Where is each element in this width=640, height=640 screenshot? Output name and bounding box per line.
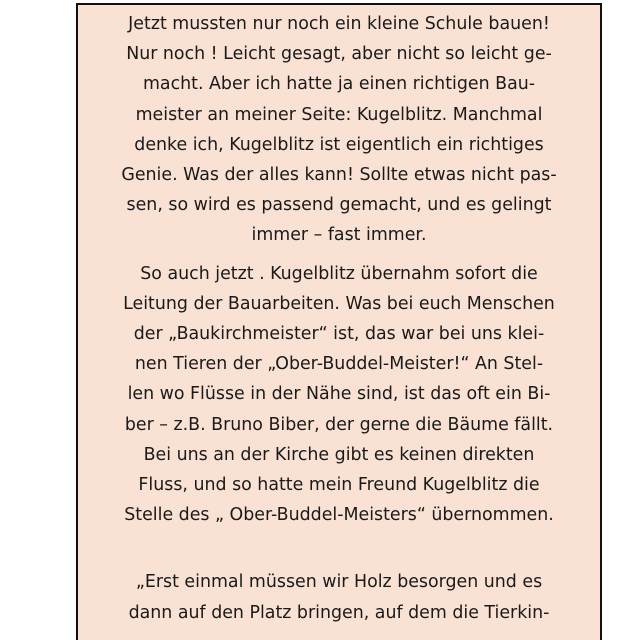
text-line: Genie. Was der alles kann! Sollte etwas nicht pas- bbox=[121, 165, 557, 186]
text-line: ber – z.B. Bruno Biber, der gerne die Bäume fällt. bbox=[124, 414, 554, 435]
text-line: So auch jetzt . Kugelblitz übernahm sofort die bbox=[140, 263, 538, 284]
text-line: dann auf den Platz bringen, auf dem die Tierkin- bbox=[128, 602, 550, 623]
text-line: denke ich, Kugelblitz ist eigentlich ein richtiges bbox=[134, 134, 544, 155]
text-line: len wo Flüsse in der Nähe sind, ist das oft ein Bi- bbox=[127, 384, 551, 405]
text-line: nen Tieren der „Ober-Buddel-Meister!“ An Stel- bbox=[134, 354, 544, 375]
paragraph-spacer bbox=[98, 251, 580, 259]
text-line: Jetzt mussten nur noch ein kleine Schule bauen! bbox=[128, 14, 550, 34]
text-line: meister an meiner Seite: Kugelblitz. Manchmal bbox=[135, 104, 543, 125]
text-line: immer – fast immer. bbox=[251, 225, 427, 246]
text-line: „Erst einmal müssen wir Holz besorgen und es bbox=[135, 572, 543, 593]
story-text-box bbox=[76, 3, 602, 640]
text-line: sen, so wird es passend gemacht, und es gelingt bbox=[126, 195, 552, 216]
story-text bbox=[98, 9, 580, 628]
paragraph-3 bbox=[98, 567, 580, 627]
paragraph-spacer bbox=[98, 530, 580, 567]
text-line: Leitung der Bauarbeiten. Was bei euch Menschen bbox=[123, 293, 555, 314]
text-line: macht. Aber ich hatte ja einen richtigen Bau- bbox=[142, 74, 536, 95]
text-line: Bei uns an der Kirche gibt es keinen direkten bbox=[143, 444, 535, 465]
text-line: der „Baukirchmeister“ ist, das war bei uns klei- bbox=[133, 324, 545, 345]
text-line: Nur noch ! Leicht gesagt, aber nicht so leicht ge- bbox=[126, 44, 552, 65]
text-line: Fluss, und so hatte mein Freund Kugelblitz die bbox=[138, 475, 540, 496]
paragraph-2 bbox=[98, 259, 580, 531]
paragraph-1 bbox=[98, 9, 580, 251]
text-line: Stelle des „ Ober-Buddel-Meisters“ übernommen. bbox=[124, 505, 554, 526]
